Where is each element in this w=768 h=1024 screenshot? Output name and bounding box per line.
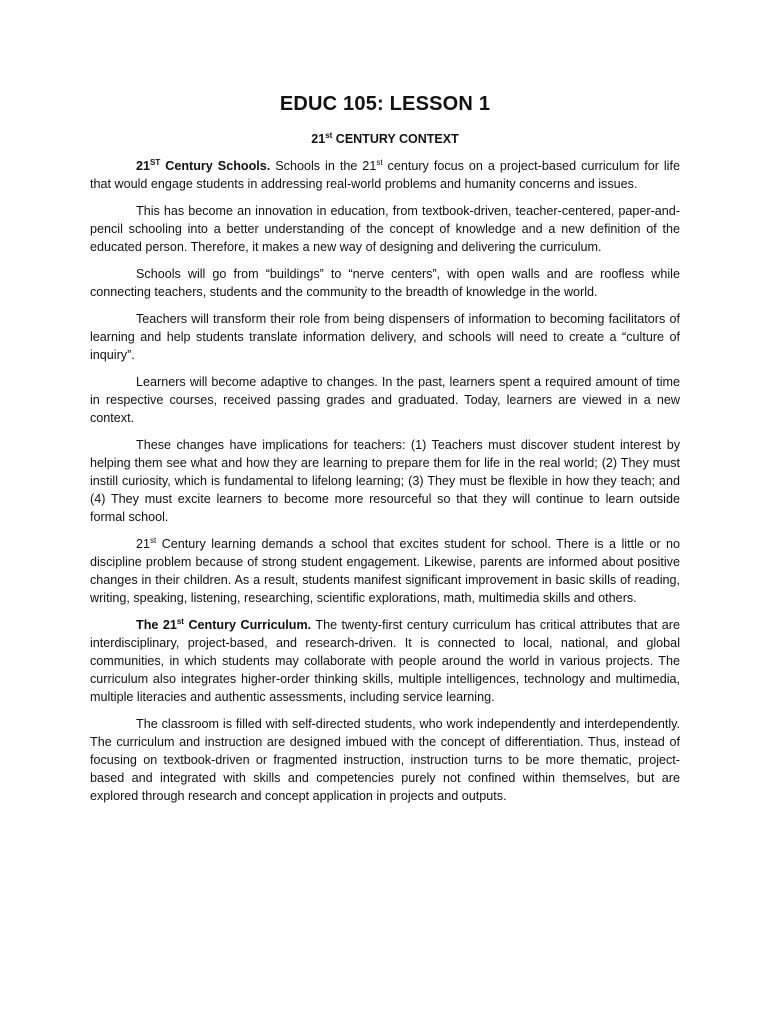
paragraph-sup: st bbox=[150, 536, 157, 545]
paragraph-lead bbox=[136, 159, 270, 173]
paragraph-text: century focus on a project-based curriculum for life that would engage students in addressing real-world problems and humanity concerns and issues. bbox=[90, 159, 680, 191]
lead-post: Century Schools. bbox=[160, 159, 271, 173]
paragraph-text: Century learning demands a school that excites student for school. There is a little or no discipline problem because of strong student engagement. Likewise, parents are informed about positive changes in their children. As a result, students manifest significant improvement in basic skills of reading, writing, speaking, listening, researching, scientific explorations, math, multimedia skills and others. bbox=[90, 537, 680, 605]
paragraph: Learners will become adaptive to changes. In the past, learners spent a required amount of time in respective courses, received passing grades and graduated. Today, learners are viewed in a new context. bbox=[90, 375, 680, 425]
paragraph-lead bbox=[136, 618, 311, 632]
subtitle-pre: 21 bbox=[311, 132, 326, 146]
lead-sup: ST bbox=[150, 158, 161, 167]
section-subtitle bbox=[90, 130, 680, 148]
lead-pre: 21 bbox=[136, 159, 151, 173]
subtitle-post: CENTURY CONTEXT bbox=[332, 132, 459, 146]
paragraph: The classroom is filled with self-directed students, who work independently and interdependently. The curriculum and instruction are designed imbued with the concept of differentiation. Thus, instead of focusing on textbook-driven or fragmented instruction, instruction turns to be more thematic, project-based and integrated with skills and competencies purely not confined within themselves, but are explored through research and concept application in projects and outputs. bbox=[90, 717, 680, 803]
paragraph: Schools will go from “buildings” to “nerve centers”, with open walls and are roofless while connecting teachers, students and the community to the breadth of knowledge in the world. bbox=[90, 267, 680, 299]
paragraph-21st-century-schools bbox=[90, 157, 680, 193]
paragraph-21st-century-curriculum bbox=[90, 616, 680, 706]
paragraph: Teachers will transform their role from being dispensers of information to becoming facilitators of learning and help students translate information delivery, and schools will need to create a “culture of inquiry”. bbox=[90, 312, 680, 362]
paragraph: These changes have implications for teachers: (1) Teachers must discover student interest by helping them see what and how they are learning to prepare them for life in the real world; (2) They must instill curiosity, which is fundamental to lifelong learning; (3) They must be flexible in how they teach; and (4) They must excite learners to become more resourceful so that they will continue to learn outside formal school. bbox=[90, 438, 680, 524]
page-title: EDUC 105: LESSON 1 bbox=[279, 93, 491, 115]
paragraph: This has become an innovation in education, from textbook-driven, teacher-centered, paper-and-pencil schooling into a better understanding of the concept of knowledge and a new definition of the educated person. Therefore, it makes a new way of designing and delivering the curriculum. bbox=[90, 204, 680, 254]
lead-post: Century Curriculum. bbox=[183, 618, 312, 632]
paragraph-sup: st bbox=[376, 158, 383, 167]
paragraph-text: 21 bbox=[136, 537, 151, 551]
subtitle-sup: st bbox=[325, 131, 333, 140]
lead-pre: The 21 bbox=[136, 618, 177, 632]
paragraph-text: Schools in the 21 bbox=[270, 159, 377, 173]
paragraph-21st-century-learning bbox=[90, 535, 680, 607]
lead-sup: st bbox=[176, 617, 184, 626]
paragraph-text: The twenty-first century curriculum has critical attributes that are interdisciplinary, project-based, and research-driven. It is connected to local, national, and global communities, in which students may collaborate with people around the world in various projects. The curriculum also integrates higher-order thinking skills, multiple intelligences, technology and multimedia, multiple literacies and authentic assessments, including service learning. bbox=[90, 618, 680, 704]
